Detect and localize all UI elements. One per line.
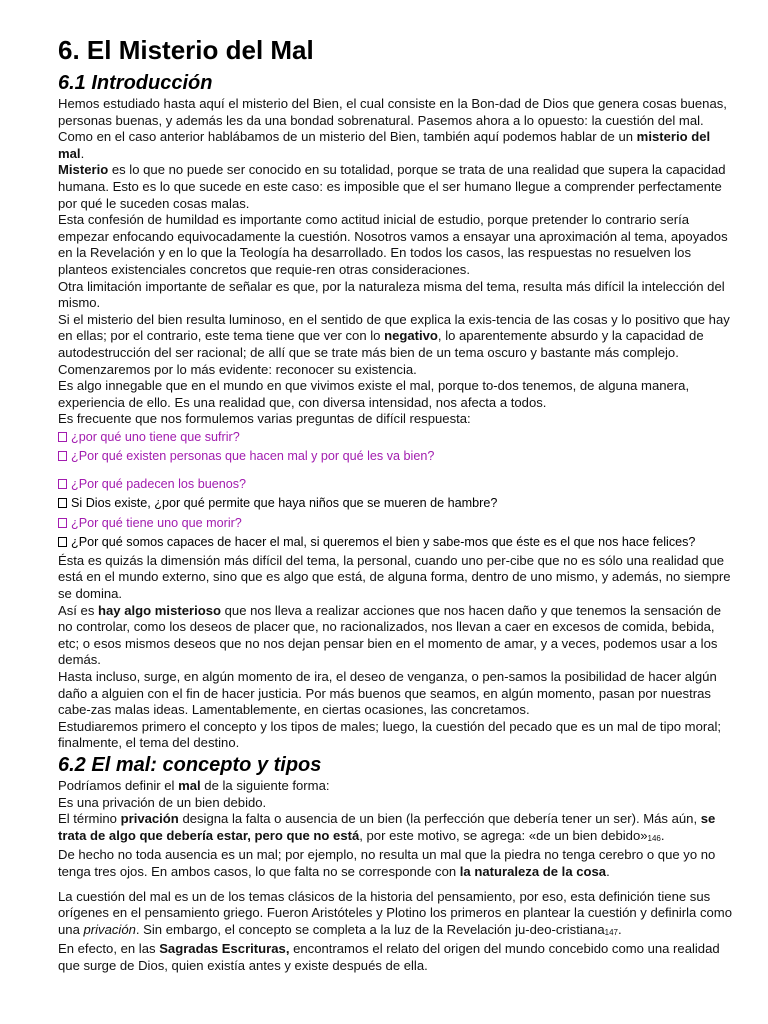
- paragraph: [58, 941, 738, 974]
- paragraph: Otra limitación importante de señalar es que, por la naturaleza misma del tema, resulta más difícil la intelección del mismo.: [58, 278, 725, 311]
- bold-term: hay algo misterioso: [98, 602, 222, 618]
- paragraph: Es algo innegable que en el mundo en que vivimos existe el mal, porque to-dos tenemos, de alguna manera, experiencia de ello. Es una realidad que, con diversa intensidad, nos afecta a todos.: [58, 378, 690, 410]
- paragraph: [58, 811, 738, 847]
- text-span: , lo aparentemente absurdo y la capacidad de autodestrucción del ser racional; de allí que se trate más bien de un tema oscuro y bastante más complejo.: [58, 328, 704, 360]
- bold-term: negativo: [384, 328, 438, 344]
- italic-term: privación: [83, 921, 136, 937]
- question-text: ¿Por qué existen personas que hacen mal y por qué les va bien?: [71, 449, 435, 464]
- paragraph: [58, 847, 738, 880]
- paragraph: Es frecuente que nos formulemos varias preguntas de difícil respuesta:: [58, 411, 471, 427]
- paragraph: [58, 603, 738, 669]
- text-span: Como en el caso anterior hablábamos de un misterio del Bien, también aquí podemos hablar de un: [58, 129, 637, 145]
- bold-term: mal: [178, 778, 201, 793]
- missing-glyph-box-icon: [58, 479, 67, 489]
- text-span: Así es: [58, 602, 99, 618]
- footnote-ref: 146: [647, 833, 661, 843]
- text-span: designa la falta o ausencia de un bien (la perfección que debería tener un ser). Más aún,: [178, 811, 701, 827]
- text-span: Podríamos definir el: [58, 778, 179, 793]
- paragraph: Hasta incluso, surge, en algún momento de ira, el deseo de venganza, o pen-samos la posibilidad de hacer algún daño a alguien con el fin de hacer justicia. Por más buenos que seamos, en algún momento, pasan por nuestras cabe-zas malas ideas. Lamentablemente, en ciertas ocasiones, las concretamos.: [58, 669, 717, 718]
- question-text: ¿por qué uno tiene que sufrir?: [71, 429, 240, 444]
- text-span: .: [617, 921, 622, 937]
- missing-glyph-box-icon: [58, 432, 67, 442]
- question-list: [58, 428, 738, 553]
- text-span: , por este motivo, se agrega: «de un bien debido»: [359, 827, 648, 843]
- paragraph: [58, 129, 738, 162]
- bold-term: la naturaleza de la cosa: [459, 863, 607, 879]
- paragraph: [58, 162, 738, 212]
- paragraph: Ésta es quizás la dimensión más difícil del tema, la personal, cuando uno per-cibe que no es sólo una realidad que está en el mundo externo, sino que es algo que está, de alguna forma, dentro de uno mismo, y además, no siempre se domina.: [58, 552, 731, 602]
- text-span: Si el misterio del bien resulta luminoso, en el sentido de que explica la exis-tencia de las cosas y lo positivo que hay en ellas; por el contrario, este tema tiene que ver con lo: [58, 311, 730, 344]
- question-text: ¿Por qué tiene uno que morir?: [71, 515, 242, 530]
- list-item: [58, 475, 738, 495]
- footnote-ref: 147: [604, 927, 618, 937]
- paragraph: Comenzaremos por lo más evidente: reconocer su existencia.: [58, 361, 417, 377]
- list-item: [58, 428, 738, 448]
- section-heading-concepto: 6.2 El mal: concepto y tipos: [58, 754, 322, 776]
- bold-term: misterio del mal: [58, 129, 711, 161]
- paragraph: Hemos estudiado hasta aquí el misterio del Bien, el cual consiste en la Bon-dad de Dios que genera cosas buenas, personas buenas, y además les da una bondad sobrenatural. Pasemos ahora a lo opuesto: la cuestión del mal.: [58, 96, 727, 128]
- section-heading-introduccion: 6.1 Introducción: [58, 72, 213, 94]
- missing-glyph-box-icon: [58, 537, 67, 547]
- bold-term: se trata de algo que debería estar, pero que no está: [58, 811, 716, 843]
- list-item: [58, 494, 738, 514]
- question-text: ¿Por qué padecen los buenos?: [71, 476, 247, 491]
- bold-term: Misterio: [58, 162, 109, 178]
- bold-term: Sagradas Escrituras,: [159, 941, 290, 957]
- paragraph: Es una privación de un bien debido.: [58, 794, 267, 810]
- text-span: . Sin embargo, el concepto se completa a la luz de la Revelación ju-deo-cristiana: [135, 921, 605, 937]
- text-span: .: [606, 863, 610, 879]
- text-span: La cuestión del mal es un de los temas clásicos de la historia del pensamiento, por eso, esta definición tiene sus orígenes en el pensamiento griego. Fueron Aristóteles y Plotino los primeros en plantear la cuestión y definirla como una: [58, 888, 732, 937]
- paragraph: [58, 312, 738, 362]
- text-span: encontramos el relato del origen del mundo concebido como una realidad que surge de Dios, quien existía antes y existe después de ella.: [58, 941, 720, 973]
- missing-glyph-box-icon: [58, 518, 67, 528]
- paragraph: Esta confesión de humildad es importante como actitud inicial de estudio, porque pretender lo contrario sería empezar enfocando equivocadamente la cuestión. Nosotros vamos a ensayar una aproximación al tema, apoyados en la Revelación y en lo que la Teología ha desarrollado. En todos los casos, las respuestas no resuelven los planteos existenciales concretos que requie-ren otras consideraciones.: [58, 212, 728, 277]
- text-span: De hecho no toda ausencia es un mal; por ejemplo, no resulta un mal que la piedra no tenga cerebro o que yo no tenga tres ojos. En ambos casos, lo que falta no se corresponde con: [58, 847, 716, 879]
- missing-glyph-box-icon: [58, 451, 67, 461]
- list-item: [58, 514, 738, 534]
- paragraph: [58, 889, 738, 942]
- text-span: .: [660, 827, 665, 843]
- text-span: es lo que no puede ser conocido en su totalidad, porque se trata de una realidad que supera la capacidad humana. Esto es lo que sucede en este caso: es imposible que el ser humano llegue a comprender perfectamente por qué le suceden cosas malas.: [58, 162, 726, 211]
- text-span: .: [80, 145, 85, 161]
- text-span: El término: [58, 811, 121, 827]
- spacer: [58, 467, 738, 475]
- spacer: [58, 881, 738, 889]
- paragraph: [58, 778, 738, 795]
- chapter-title: 6. El Misterio del Mal: [58, 35, 314, 65]
- text-span: que nos lleva a realizar acciones que nos hacen daño y que tenemos la sensación de no controlar, como los deseos de placer que, no racionalizados, nos llevan a caer en excesos de comida, bebida, etc; o esos mismos deseos que no nos dejan pensar bien en el momento de amar, y a veces, podemos usar a los demás.: [58, 602, 722, 668]
- text-span: En efecto, en las: [58, 941, 160, 957]
- question-text: ¿Por qué somos capaces de hacer el mal, si queremos el bien y sabe-mos que éste es el que nos hace felices?: [71, 535, 696, 550]
- bold-term: privación: [120, 811, 179, 827]
- text-span: de la siguiente forma:: [200, 778, 330, 793]
- question-text: Si Dios existe, ¿por qué permite que haya niños que se mueren de hambre?: [71, 496, 498, 511]
- missing-glyph-box-icon: [58, 498, 67, 508]
- paragraph: Estudiaremos primero el concepto y los tipos de males; luego, la cuestión del pecado que es un mal de tipo moral; finalmente, el tema del destino.: [58, 718, 722, 751]
- document-page: [58, 34, 738, 975]
- list-item: [58, 533, 738, 553]
- list-item: [58, 447, 738, 467]
